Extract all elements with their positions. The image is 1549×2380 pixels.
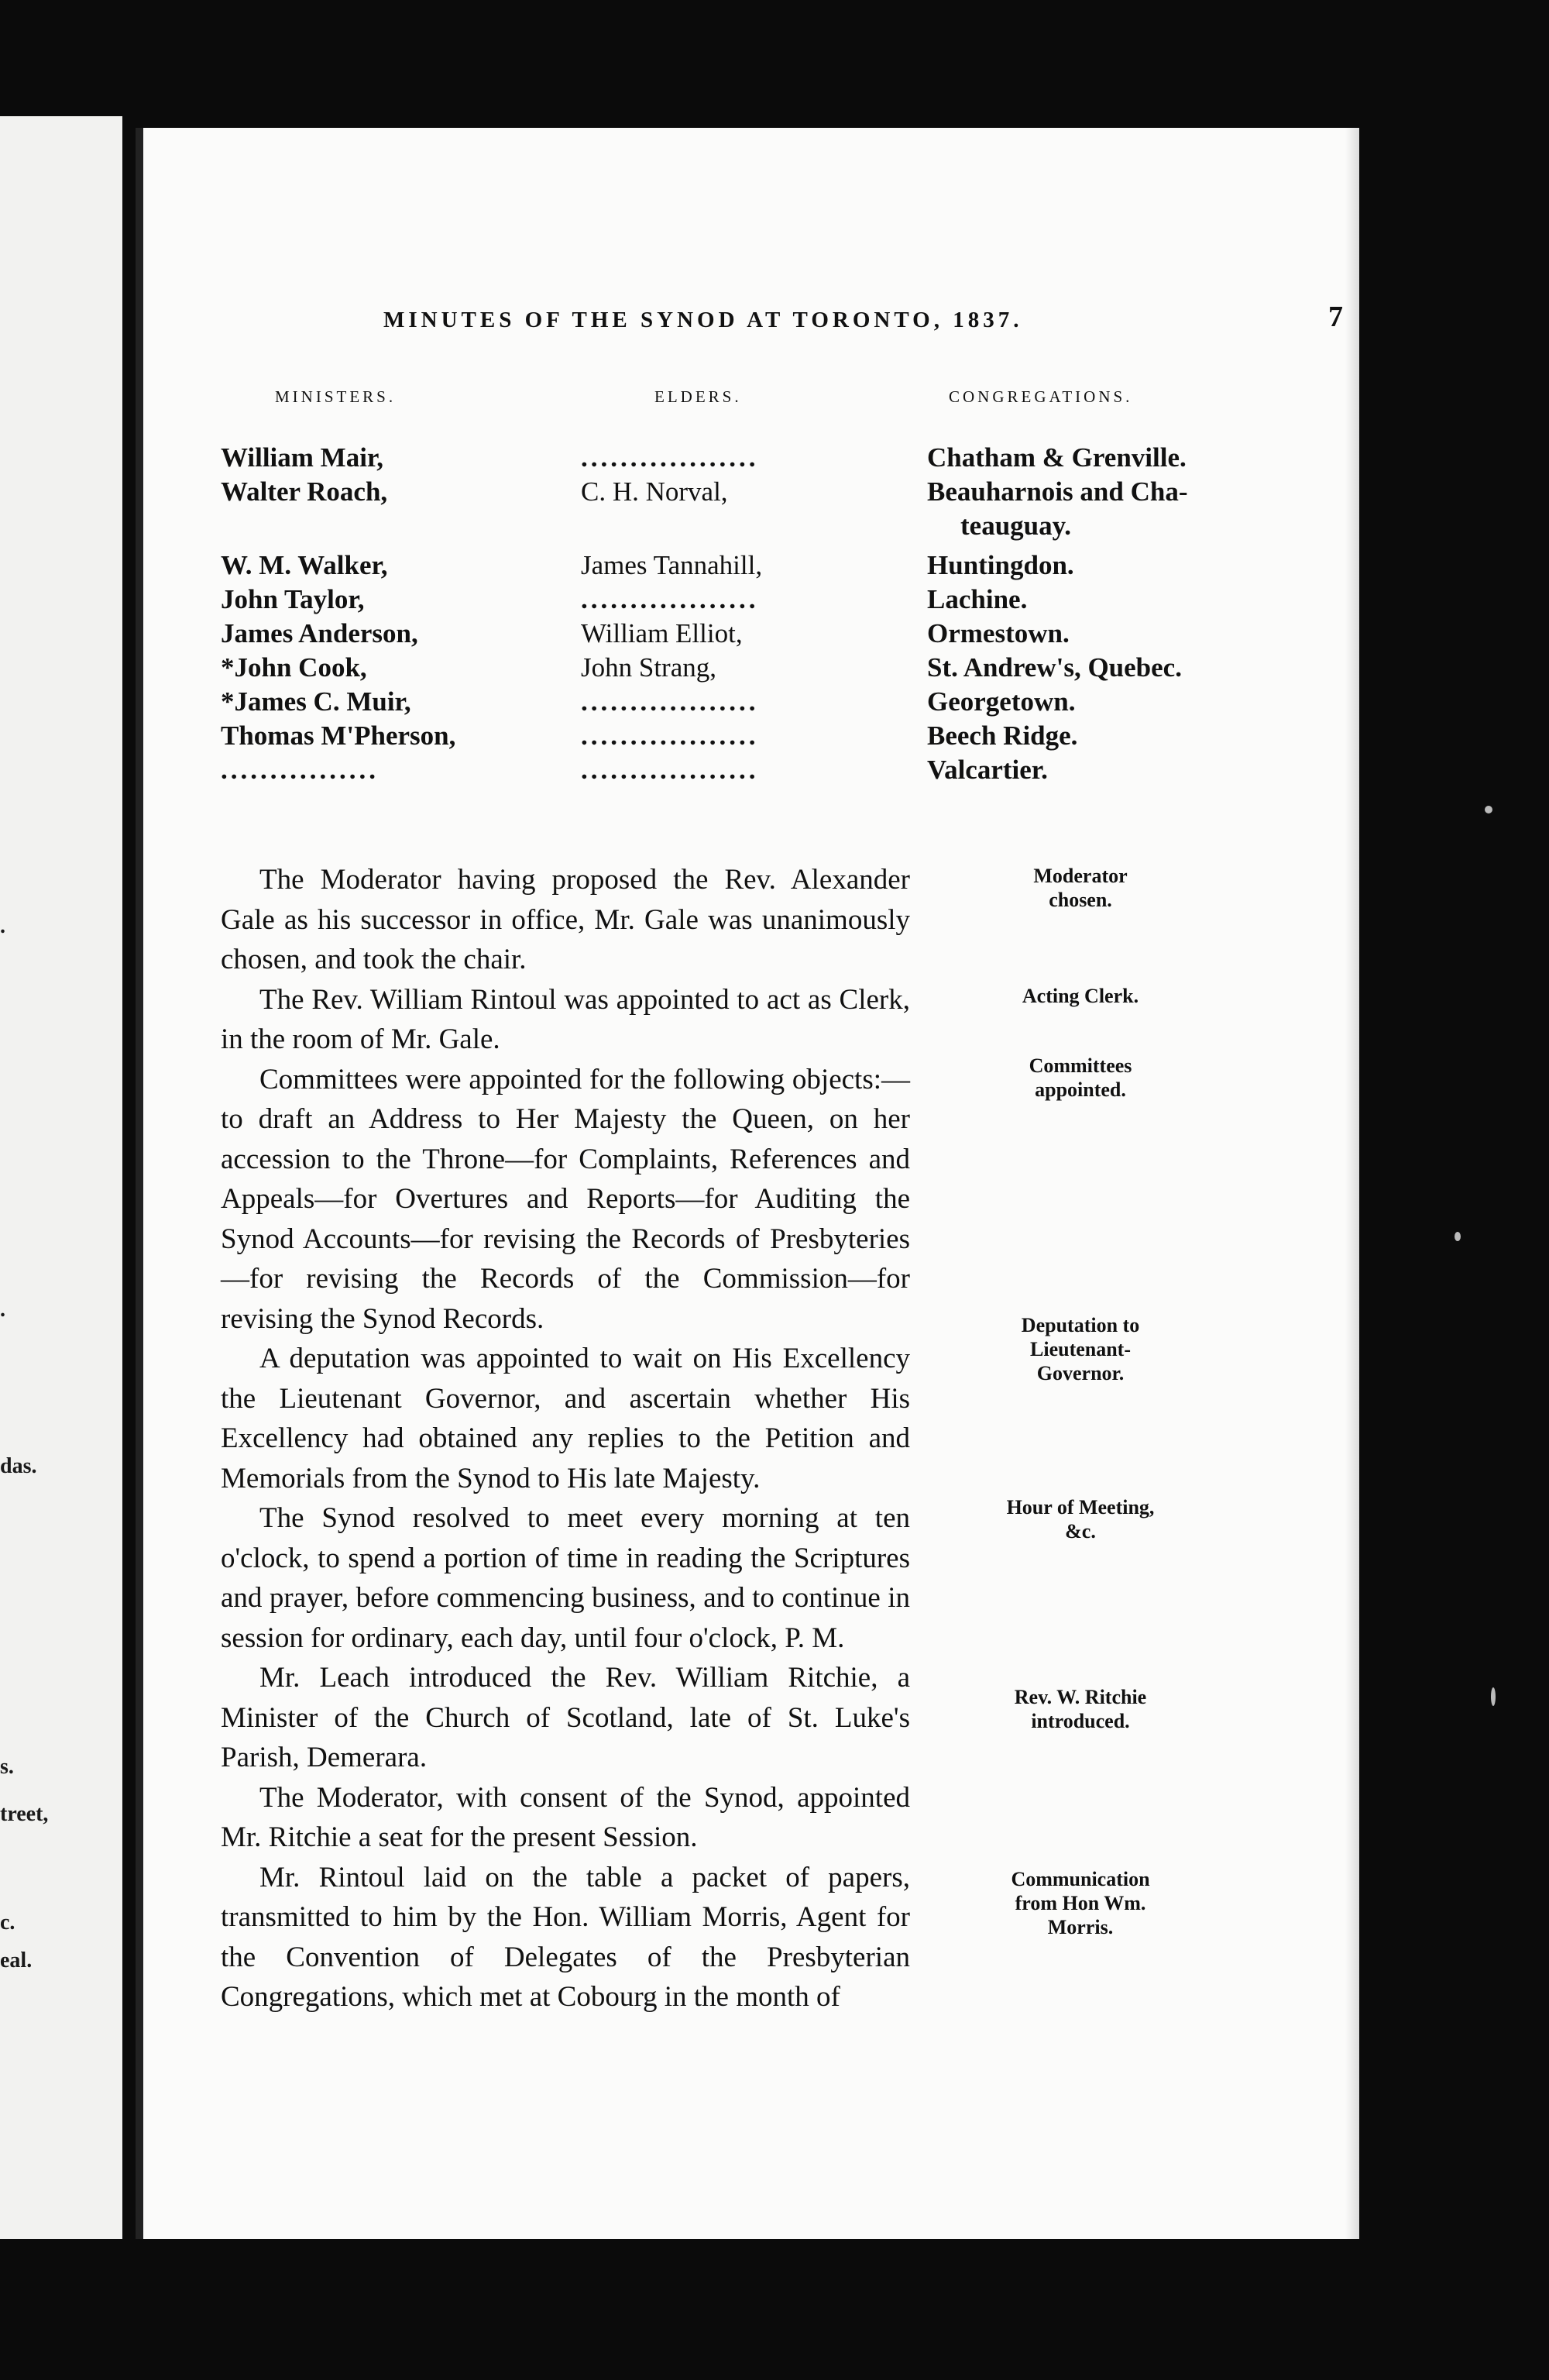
minister-cell: *John Cook, [221,652,367,683]
facing-fragment: . [0,914,5,938]
congregation-cell: Beech Ridge. [927,721,1078,751]
paragraph: The Rev. William Rintoul was appointed to act as Clerk, in the room of Mr. Gale. [221,983,910,1055]
congregation-cell: Valcartier. [927,755,1048,785]
table-row [143,511,1359,545]
marginal-note: Moderator chosen. [1033,865,1128,911]
running-head: MINUTES OF THE SYNOD AT TORONTO, 1837. [383,308,1023,332]
column-header-elders: ELDERS. [654,387,742,406]
page-number: 7 [1328,301,1343,333]
facing-fragment: c. [0,1911,15,1935]
table-row [143,618,1359,652]
facing-fragment: eal. [0,1948,33,1972]
congregation-cell: Georgetown. [927,686,1076,717]
minister-cell: W. M. Walker, [221,550,388,580]
dust-speck [1491,1687,1496,1706]
paragraph: Mr. Rintoul laid on the table a packet of papers, transmitted to him by the Hon. William Morris, Agent for the Convention of Delegates of the Presbyterian Congregations, which met at Cobourg in the month of [221,1861,910,2013]
paragraph: The Moderator, with consent of the Synod, appointed Mr. Ritchie a seat for the present Session. [221,1781,910,1853]
elder-cell: .................. [581,755,759,785]
paragraph: The Moderator having proposed the Rev. Alexander Gale as his successor in office, Mr. Gale was unanimously chosen, and took the chair. [221,864,910,975]
minister-cell: ................ [221,755,379,785]
minutes-body [221,860,910,2017]
minister-cell: Walter Roach, [221,476,388,507]
table-row [143,652,1359,686]
marginal-note: Deputation to Lieutenant-Governor. [1021,1314,1140,1384]
paragraph: Committees were appointed for the following objects:—to draft an Address to Her Majesty the Queen, on her accession to the Throne—for Complaints, References and Appeals—for Overtures and Reports—for Auditing the Synod Accounts—for revising the Records of Presbyteries—for revising the Records of the Commission—for revising the Synod Records. [221,1063,910,1335]
elder-cell: John Strang, [581,652,716,683]
congregation-cell: St. Andrew's, Quebec. [927,652,1182,683]
column-header-ministers: MINISTERS. [275,387,397,406]
marginal-note: Hour of Meeting, &c. [1006,1496,1155,1543]
paragraph: The Synod resolved to meet every morning at ten o'clock, to spend a portion of time in reading the Scriptures and prayer, before commencing business, and to continue in session for ordinary, each day, until four o'clock, P. M. [221,1502,910,1654]
marginal-note: Committees appointed. [1029,1054,1132,1101]
facing-fragment: treet, [0,1802,49,1826]
congregation-cell: teauguay. [960,511,1071,541]
table-row [143,476,1359,511]
elder-cell: .................. [581,442,759,473]
marginal-note: Acting Clerk. [1022,985,1139,1007]
congregation-cell: Huntingdon. [927,550,1074,580]
elder-cell: .................. [581,686,759,717]
book-page [136,128,1359,2239]
table-row [143,442,1359,476]
facing-fragment: das. [0,1454,37,1478]
marginal-note: Communication from Hon Wm. Morris. [1011,1868,1150,1938]
facing-fragment: s. [0,1755,14,1779]
table-row [143,584,1359,618]
congregation-cell: Beauharnois and Cha- [927,476,1188,507]
dust-speck [1485,806,1492,813]
congregation-cell: Chatham & Grenville. [927,442,1187,473]
paragraph: A deputation was appointed to wait on His Excellency the Lieutenant Governor, and ascertain whether His Excellency had obtained any replies to the Petition and Memorials from the Synod to His late Majesty. [221,1343,910,1494]
elder-cell: William Elliot, [581,618,743,648]
column-header-congregations: CONGREGATIONS. [949,387,1133,406]
paragraph: Mr. Leach introduced the Rev. William Ritchie, a Minister of the Church of Scotland, late of St. Luke's Parish, Demerara. [221,1662,910,1773]
minister-cell: John Taylor, [221,584,365,614]
elder-cell: C. H. Norval, [581,476,728,507]
table-row [143,550,1359,584]
minister-cell: William Mair, [221,442,383,473]
table-row [143,755,1359,789]
congregation-cell: Lachine. [927,584,1028,614]
marginal-note: Rev. W. Ritchie introduced. [1014,1686,1147,1732]
elder-cell: .................. [581,584,759,614]
elder-cell: .................. [581,721,759,751]
minister-cell: James Anderson, [221,618,418,648]
table-row [143,721,1359,755]
minister-cell: *James C. Muir, [221,686,411,717]
dust-speck [1455,1232,1461,1241]
facing-page [0,116,122,2239]
table-row [143,686,1359,721]
congregation-cell: Ormestown. [927,618,1070,648]
minister-cell: Thomas M'Pherson, [221,721,456,751]
facing-fragment: . [0,1298,5,1322]
elder-cell: James Tannahill, [581,550,763,580]
